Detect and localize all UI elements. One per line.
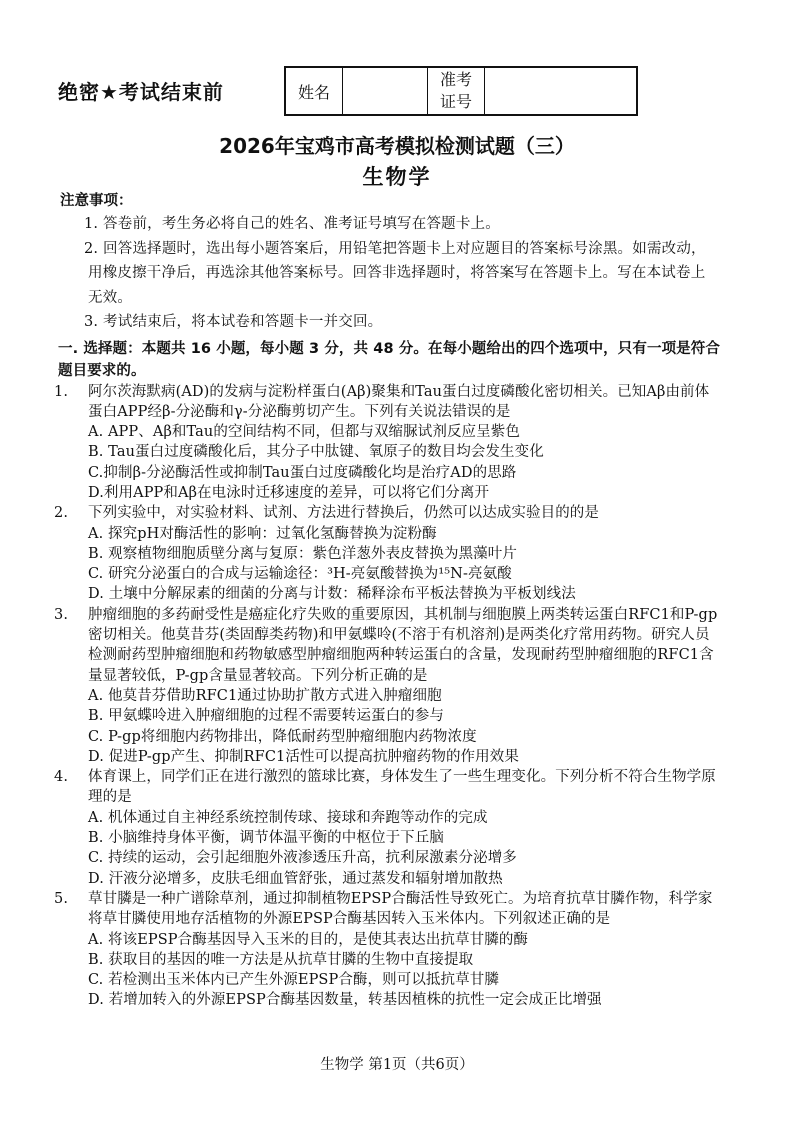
option: B. Tau蛋白过度磷酸化后，其分子中肽键、氧原子的数目均会发生变化 [88, 444, 544, 461]
question-stem: 阿尔茨海默病(AD)的发病与淀粉样蛋白(Aβ)聚集和Tau蛋白过度磷酸化密切相关。已知Aβ由前体蛋白APP经β-分泌酶和γ-分泌酶剪切产生。下列有关说法错误的是 [88, 383, 710, 420]
option: B. 观察植物细胞质壁分离与复原：紫色洋葱外表皮替换为黑藻叶片 [88, 545, 517, 562]
exam-id-label-line1: 准考 [439, 70, 472, 89]
note-item: 1. 答卷前，考生务必将自己的姓名、准考证号填写在答题卡上。 [84, 216, 500, 232]
option: A. APP、Aβ和Tau的空间结构不同，但都与双缩脲试剂反应呈紫色 [88, 424, 520, 441]
question-number: 3. [54, 606, 69, 623]
option: D. 促进P-gp产生、抑制RFC1活性可以提高抗肿瘤药物的作用效果 [88, 748, 519, 765]
page-footer: 生物学 第1页（共6页） [320, 1057, 474, 1073]
option: C. 持续的运动，会引起细胞外液渗透压升高，抗利尿激素分泌增多 [88, 850, 517, 867]
question [54, 889, 720, 930]
exam-id-field[interactable] [485, 67, 638, 115]
exam-content [54, 190, 720, 1011]
name-label: 姓名 [285, 67, 343, 115]
section-heading: 一. 选择题：本题共 16 小题，每小题 3 分，共 48 分。在每小题给出的四个选项中，只有一项是符合题目要求的。 [58, 340, 720, 379]
note-item: 3. 考试结束后，将本试卷和答题卡一并交回。 [84, 314, 383, 330]
question-number: 4. [54, 769, 69, 786]
option: D.利用APP和Aβ在电泳时迁移速度的差异，可以将它们分离开 [88, 484, 490, 501]
option: D. 汗液分泌增多，皮肤毛细血管舒张，通过蒸发和辐射增加散热 [88, 870, 503, 887]
question-number: 2. [54, 505, 69, 522]
option: A. 他莫昔芬借助RFC1通过协助扩散方式进入肿瘤细胞 [88, 687, 442, 704]
question [54, 767, 720, 808]
question-stem: 体育课上，同学们正在进行激烈的篮球比赛，身体发生了一些生理变化。下列分析不符合生物学原理的是 [88, 769, 716, 806]
note-item: 2. 回答选择题时，选出每小题答案后，用铅笔把答题卡上对应题目的答案标号涂黑。如需改动，用橡皮擦干净后，再选涂其他答案标号。回答非选择题时，将答案写在答题卡上。写在本试卷上无效。 [84, 240, 706, 306]
question-number: 1. [54, 383, 69, 400]
option: C.抑制β-分泌酶活性或抑制Tau蛋白过度磷酸化均是治疗AD的思路 [88, 464, 517, 481]
question [54, 503, 720, 523]
option: A. 探究pH对酶活性的影响：过氧化氢酶替换为淀粉酶 [88, 525, 437, 542]
option: B. 甲氨蝶呤进入肿瘤细胞的过程不需要转运蛋白的参与 [88, 708, 444, 725]
subject-title: 生物学 [362, 165, 432, 189]
question [54, 382, 720, 423]
question-number: 5. [54, 890, 69, 907]
exam-id-label [428, 67, 485, 115]
option: B. 小脑维持身体平衡，调节体温平衡的中枢位于下丘脑 [88, 830, 444, 847]
option: A. 机体通过自主神经系统控制传球、接球和奔跑等动作的完成 [88, 809, 488, 826]
exam-title: 2026年宝鸡市高考模拟检测试题（三） [219, 134, 575, 158]
option: C. 若检测出玉米体内已产生外源EPSP合酶，则可以抵抗草甘膦 [88, 972, 499, 989]
option: C. 研究分泌蛋白的合成与运输途径：³H-亮氨酸替换为¹⁵N-亮氨酸 [88, 566, 512, 583]
candidate-info-box [284, 66, 638, 116]
option: C. P-gp将细胞内药物排出，降低耐药型肿瘤细胞内药物浓度 [88, 728, 477, 745]
notes-heading: 注意事项： [60, 193, 133, 209]
option: A. 将该EPSP合酶基因导入玉米的目的，是使其表达出抗草甘膦的酶 [88, 931, 529, 948]
question-stem: 下列实验中，对实验材料、试剂、方法进行替换后，仍然可以达成实验目的的是 [88, 505, 599, 522]
confidential-label: 绝密★考试结束前 [58, 80, 224, 104]
option: D. 土壤中分解尿素的细菌的分离与计数：稀释涂布平板法替换为平板划线法 [88, 586, 576, 603]
question [54, 605, 720, 686]
name-field[interactable] [343, 67, 428, 115]
exam-id-label-line2: 证号 [439, 92, 472, 111]
question-stem: 肿瘤细胞的多药耐受性是癌症化疗失败的重要原因，其机制与细胞膜上两类转运蛋白RFC1和P-gp密切相关。他莫昔芬(类固醇类药物)和甲氨蝶呤(不溶于有机溶剂)是两类化疗常用药物。研究人员检测耐药型肿瘤细胞和药物敏感型肿瘤细胞两种转运蛋白的含量，发现耐药型肿瘤细胞的RFC1含量显著较低，P-gp含量显著较高。下列分析正确的是 [88, 606, 718, 684]
option: B. 获取目的基因的唯一方法是从抗草甘膦的生物中直接提取 [88, 951, 474, 968]
question-stem: 草甘膦是一种广谱除草剂，通过抑制植物EPSP合酶活性导致死亡。为培育抗草甘膦作物，科学家将草甘膦使用地存活植物的外源EPSP合酶基因转入玉米体内。下列叙述正确的是 [88, 890, 713, 928]
option: D. 若增加转入的外源EPSP合酶基因数量，转基因植株的抗性一定会成正比增强 [88, 992, 602, 1009]
